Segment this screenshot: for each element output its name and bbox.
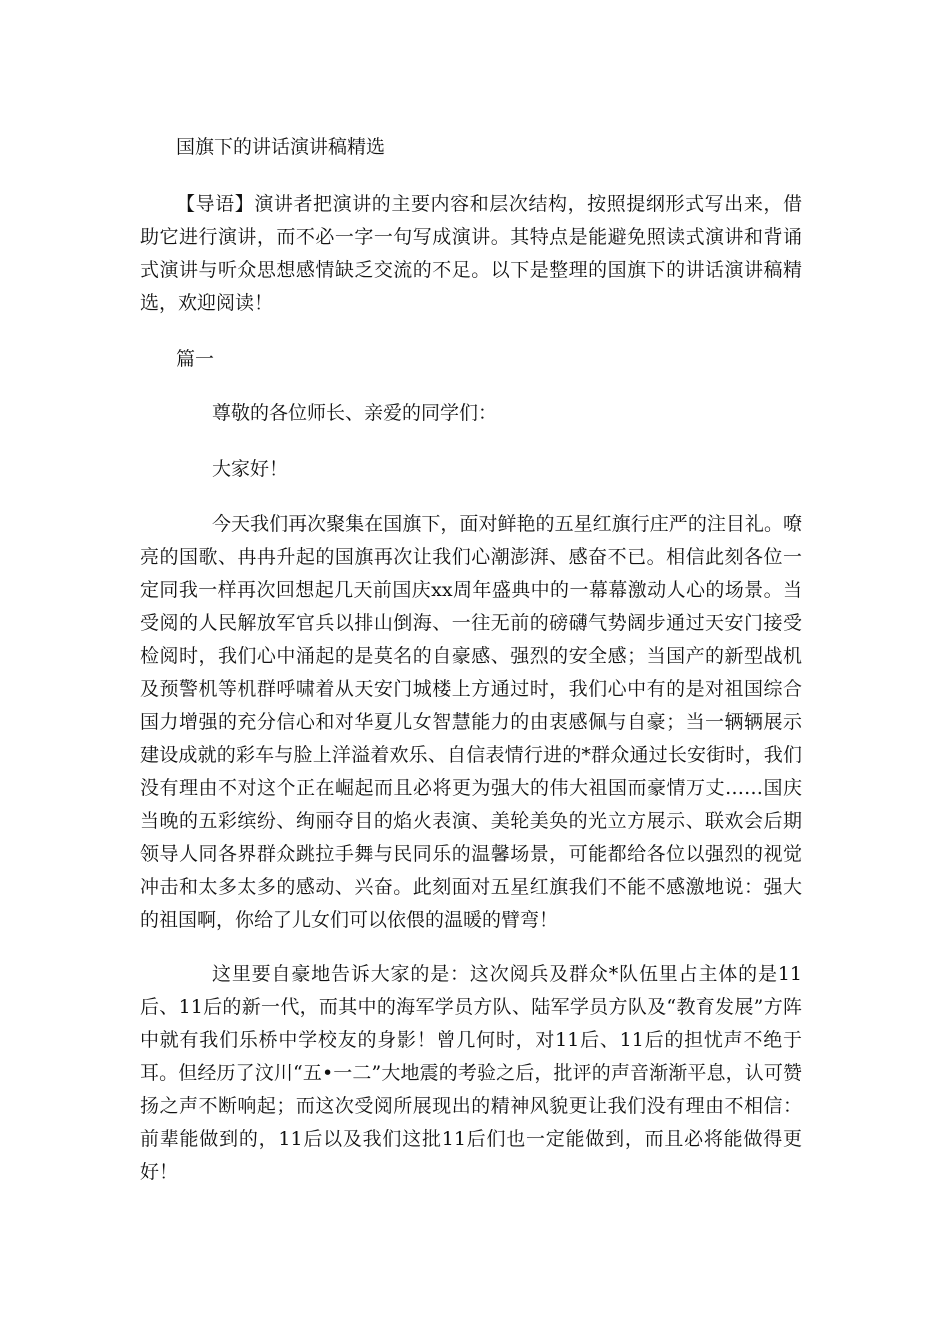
document-title: 国旗下的讲话演讲稿精选 <box>176 136 386 158</box>
body-paragraph: 今天我们再次聚集在国旗下，面对鲜艳的五星红旗行庄严的注目礼。嘹亮的国歌、冉冉升起的国旗再次让我们心潮澎湃、感奋不已。相信此刻各位一定同我一样再次回想起几天前国庆xx周年盛典中的一幕幕激动人心的场景。当受阅的人民解放军官兵以排山倒海、一往无前的磅礴气势阔步通过天安门接受检阅时，我们心中涌起的是莫名的自豪感、强烈的安全感；当国产的新型战机及预警机等机群呼啸着从天安门城楼上方通过时，我们心中有的是对祖国综合国力增强的充分信心和对华夏儿女智慧能力的由衷感佩与自豪；当一辆辆展示建设成就的彩车与脸上洋溢着欢乐、自信表情行进的*群众通过长安街时，我们没有理由不对这个正在崛起而且必将更为强大的伟大祖国而豪情万丈……国庆当晚的五彩缤纷、绚丽夺目的焰火表演、美轮美奂的光立方展示、联欢会后期领导人同各界群众跳拉手舞与民同乐的温馨场景，可能都给各位以强烈的视觉冲击和太多太多的感动、兴奋。此刻面对五星红旗我们不能不感激地说：强大的祖国啊，你给了儿女们可以依偎的温暖的臂弯！ <box>140 513 802 931</box>
section-label: 篇一 <box>176 348 215 370</box>
intro-paragraph: 【导语】演讲者把演讲的主要内容和层次结构，按照提纲形式写出来，借助它进行演讲，而不必一字一句写成演讲。其特点是能避免照读式演讲和背诵式演讲与听众思想感情缺乏交流的不足。以下是整理的国旗下的讲话演讲稿精选，欢迎阅读！ <box>140 193 802 314</box>
salutation: 尊敬的各位师长、亲爱的同学们： <box>212 402 498 424</box>
greeting: 大家好！ <box>212 458 289 480</box>
body-paragraph: 这里要自豪地告诉大家的是：这次阅兵及群众*队伍里占主体的是11后、11后的新一代，而其中的海军学员方队、陆军学员方队及“教育发展”方阵中就有我们乐桥中学校友的身影！曾几何时，对11后、11后的担忧声不绝于耳。但经历了汶川“五•一二”大地震的考验之后，批评的声音渐渐平息，认可赞扬之声不断响起；而这次受阅所展现出的精神风貌更让我们没有理由不相信：前辈能做到的，11后以及我们这批11后们也一定能做到，而且必将能做得更好！ <box>140 963 802 1183</box>
